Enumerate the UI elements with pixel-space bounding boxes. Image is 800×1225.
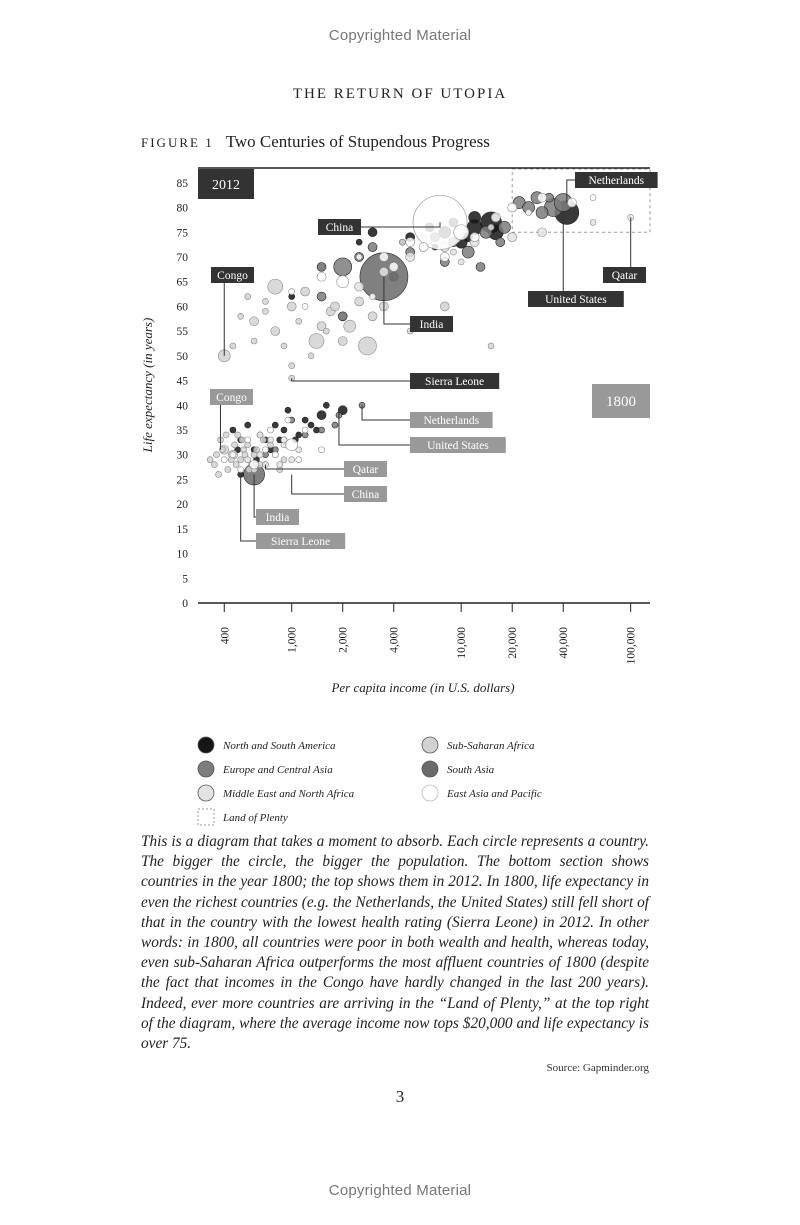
label-qatar-2012: Qatar bbox=[611, 270, 638, 282]
label-sierra-leone-2012: Sierra Leone bbox=[425, 376, 485, 388]
y-tick-label: 5 bbox=[182, 573, 188, 586]
page-number: 3 bbox=[395, 1087, 405, 1106]
source-note: Source: Gapminder.org bbox=[546, 1062, 649, 1074]
point-sub-saharan-africa-2012 bbox=[308, 353, 314, 359]
point-north-and-south-america-1800 bbox=[285, 407, 291, 413]
point-north-and-south-america-2012 bbox=[368, 228, 377, 237]
y-tick-label: 50 bbox=[176, 350, 188, 363]
legend-label-sub-saharan-africa: Sub-Saharan Africa bbox=[447, 740, 535, 752]
leader-netherlands-1800 bbox=[362, 405, 410, 420]
point-east-asia-and-pacific-1800 bbox=[285, 417, 291, 423]
point-sub-saharan-africa-1800 bbox=[213, 452, 219, 458]
point-east-asia-and-pacific-2012 bbox=[567, 198, 576, 207]
x-tick-label: 10,000 bbox=[456, 627, 469, 659]
point-sub-saharan-africa-2012 bbox=[268, 279, 283, 294]
label-india-1800: India bbox=[265, 512, 290, 524]
label-china-1800: China bbox=[351, 489, 380, 501]
point-middle-east-and-north-africa-1800 bbox=[245, 457, 251, 463]
point-east-asia-and-pacific-2012 bbox=[419, 243, 428, 252]
label-united-states-1800: United States bbox=[427, 440, 489, 452]
point-south-asia-2012 bbox=[317, 262, 326, 271]
point-middle-east-and-north-africa-1800 bbox=[289, 457, 295, 463]
point-east-asia-and-pacific-2012 bbox=[508, 203, 517, 212]
figure-title-text: Two Centuries of Stupendous Progress bbox=[225, 132, 490, 151]
point-sub-saharan-africa-2012 bbox=[287, 302, 296, 311]
label-congo-2012: Congo bbox=[217, 270, 248, 282]
legend-label-north-and-south-america: North and South America bbox=[223, 740, 336, 752]
axes bbox=[140, 168, 650, 695]
point-middle-east-and-north-africa-2012 bbox=[458, 259, 464, 265]
point-east-asia-and-pacific-1800 bbox=[302, 427, 308, 433]
point-east-asia-and-pacific-1800 bbox=[230, 452, 236, 458]
x-tick-label: 20,000 bbox=[507, 627, 520, 659]
label-sierra-leone-1800: Sierra Leone bbox=[271, 536, 331, 548]
point-east-asia-and-pacific-1800 bbox=[221, 457, 227, 463]
point-sub-saharan-africa-2012 bbox=[355, 297, 364, 306]
point-north-and-south-america-1800 bbox=[302, 417, 308, 423]
point-sub-saharan-africa-1800 bbox=[233, 462, 239, 468]
label-netherlands-2012: Netherlands bbox=[588, 175, 645, 187]
point-europe-and-central-asia-2012 bbox=[476, 262, 485, 271]
point-east-asia-and-pacific-2012 bbox=[356, 254, 362, 260]
point-east-asia-and-pacific-2012 bbox=[289, 289, 295, 295]
x-tick-label: 2,000 bbox=[337, 627, 350, 653]
point-middle-east-and-north-africa-2012 bbox=[590, 219, 596, 225]
point-europe-and-central-asia-1800 bbox=[332, 422, 338, 428]
point-sub-saharan-africa-2012 bbox=[262, 298, 268, 304]
point-sub-saharan-africa-2012 bbox=[323, 328, 329, 334]
point-sub-saharan-africa-2012 bbox=[262, 308, 268, 314]
point-middle-east-and-north-africa-2012 bbox=[450, 249, 456, 255]
y-tick-label: 30 bbox=[176, 449, 188, 462]
point-east-asia-and-pacific-2012 bbox=[526, 209, 532, 215]
point-sub-saharan-africa-2012 bbox=[344, 320, 356, 332]
point-middle-east-and-north-africa-2012 bbox=[406, 252, 415, 261]
label-united-states-2012: United States bbox=[545, 294, 607, 306]
leader-sierra-leone-2012 bbox=[292, 378, 410, 381]
legend-swatch-north-and-south-america bbox=[198, 737, 214, 753]
legend bbox=[198, 737, 542, 825]
y-tick-label: 55 bbox=[176, 326, 188, 339]
point-sub-saharan-africa-2012 bbox=[440, 302, 449, 311]
point-east-asia-and-pacific-2012 bbox=[590, 195, 596, 201]
y-tick-label: 40 bbox=[176, 400, 188, 413]
x-tick-label: 100,000 bbox=[625, 627, 638, 665]
point-north-and-south-america-1800 bbox=[281, 427, 287, 433]
point-north-and-south-america-1800 bbox=[272, 422, 278, 428]
point-middle-east-and-north-africa-2012 bbox=[508, 233, 517, 242]
point-north-and-south-america-1800 bbox=[230, 427, 236, 433]
label-netherlands-1800: Netherlands bbox=[423, 415, 480, 427]
point-sub-saharan-africa-2012 bbox=[245, 294, 251, 300]
point-east-asia-and-pacific-1800 bbox=[272, 452, 278, 458]
point-sub-saharan-africa-1800 bbox=[281, 457, 287, 463]
year-label-2012: 2012 bbox=[212, 178, 240, 193]
point-sub-saharan-africa-1800 bbox=[235, 432, 241, 438]
leader-china-1800 bbox=[292, 474, 344, 494]
point-sub-saharan-africa-1800 bbox=[239, 437, 245, 443]
point-sub-saharan-africa-2012 bbox=[309, 334, 324, 349]
point-middle-east-and-north-africa-2012 bbox=[488, 224, 494, 230]
legend-swatch-middle-east-and-north-africa bbox=[198, 785, 214, 801]
legend-label-east-asia-and-pacific: East Asia and Pacific bbox=[447, 788, 542, 800]
point-east-asia-and-pacific-1800 bbox=[286, 439, 298, 451]
point-sub-saharan-africa-2012 bbox=[250, 317, 259, 326]
point-europe-and-central-asia-2012 bbox=[498, 221, 510, 233]
point-sub-saharan-africa-1800 bbox=[223, 432, 229, 438]
point-middle-east-and-north-africa-1800 bbox=[268, 437, 274, 443]
point-europe-and-central-asia-1800 bbox=[319, 427, 325, 433]
y-tick-label: 75 bbox=[176, 227, 188, 240]
point-sub-saharan-africa-2012 bbox=[230, 343, 236, 349]
y-axis-title: Life expectancy (in years) bbox=[140, 317, 155, 453]
x-tick-label: 40,000 bbox=[558, 627, 571, 659]
y-tick-label: 65 bbox=[176, 276, 188, 289]
point-east-asia-and-pacific-1800 bbox=[245, 437, 251, 443]
y-tick-label: 80 bbox=[176, 202, 188, 215]
point-north-and-south-america-1800 bbox=[323, 402, 329, 408]
point-sub-saharan-africa-2012 bbox=[488, 343, 494, 349]
label-congo-1800: Congo bbox=[216, 392, 247, 404]
point-sub-saharan-africa-1800 bbox=[225, 467, 231, 473]
point-north-and-south-america-2012 bbox=[356, 239, 362, 245]
label-qatar-1800: Qatar bbox=[352, 464, 379, 476]
leader-united-states-1800 bbox=[339, 410, 410, 445]
watermark-top: Copyrighted Material bbox=[328, 27, 472, 44]
point-east-asia-and-pacific-2012 bbox=[389, 262, 398, 271]
point-north-and-south-america-2012 bbox=[469, 211, 481, 223]
point-sub-saharan-africa-1800 bbox=[211, 462, 217, 468]
point-europe-and-central-asia-2012 bbox=[536, 206, 548, 218]
y-tick-label: 35 bbox=[176, 424, 188, 437]
label-china-2012: China bbox=[325, 222, 354, 234]
point-east-asia-and-pacific-2012 bbox=[317, 272, 326, 281]
point-sub-saharan-africa-2012 bbox=[281, 343, 287, 349]
legend-swatch-sub-saharan-africa bbox=[422, 737, 438, 753]
legend-swatch-europe-and-central-asia bbox=[198, 761, 214, 777]
point-east-asia-and-pacific-2012 bbox=[406, 238, 415, 247]
y-tick-label: 70 bbox=[176, 251, 188, 264]
point-south-asia-2012 bbox=[338, 312, 347, 321]
point-east-asia-and-pacific-2012 bbox=[337, 276, 349, 288]
point-sub-saharan-africa-2012 bbox=[296, 318, 302, 324]
y-tick-label: 0 bbox=[182, 598, 188, 610]
watermark-bottom: Copyrighted Material bbox=[328, 1182, 472, 1199]
point-east-asia-and-pacific-2012 bbox=[538, 193, 547, 202]
point-sub-saharan-africa-2012 bbox=[271, 327, 280, 336]
point-sub-saharan-africa-2012 bbox=[301, 287, 310, 296]
point-europe-and-central-asia-2012 bbox=[317, 292, 326, 301]
y-tick-label: 85 bbox=[176, 177, 188, 190]
point-middle-east-and-north-africa-2012 bbox=[379, 267, 388, 276]
legend-label-middle-east-and-north-africa: Middle East and North Africa bbox=[223, 788, 355, 800]
point-sub-saharan-africa-2012 bbox=[251, 338, 257, 344]
point-north-and-south-america-1800 bbox=[308, 422, 314, 428]
legend-swatch-south-asia bbox=[422, 761, 438, 777]
legend-label-europe-and-central-asia: Europe and Central Asia bbox=[223, 764, 333, 776]
point-sub-saharan-africa-2012 bbox=[358, 337, 376, 355]
point-sub-saharan-africa-1800 bbox=[238, 457, 244, 463]
point-east-asia-and-pacific-2012 bbox=[302, 303, 308, 309]
point-east-asia-and-pacific-1800 bbox=[268, 427, 274, 433]
point-east-asia-and-pacific-2012 bbox=[440, 252, 449, 261]
point-europe-and-central-asia-2012 bbox=[334, 258, 352, 276]
y-tick-label: 45 bbox=[176, 375, 188, 388]
point-east-asia-and-pacific-1800 bbox=[262, 447, 268, 453]
x-axis-title: Per capita income (in U.S. dollars) bbox=[331, 680, 515, 695]
point-europe-and-central-asia-2012 bbox=[496, 238, 505, 247]
point-sub-saharan-africa-2012 bbox=[330, 302, 339, 311]
point-sub-saharan-africa-1800 bbox=[232, 442, 238, 448]
point-middle-east-and-north-africa-2012 bbox=[355, 282, 364, 291]
point-east-asia-and-pacific-1800 bbox=[238, 467, 244, 473]
point-sub-saharan-africa-1800 bbox=[207, 457, 213, 463]
point-east-asia-and-pacific-1800 bbox=[250, 460, 259, 469]
point-east-asia-and-pacific-2012 bbox=[454, 225, 469, 240]
point-east-asia-and-pacific-1800 bbox=[319, 447, 325, 453]
x-tick-label: 4,000 bbox=[388, 627, 401, 653]
legend-label-land-of-plenty: Land of Plenty bbox=[223, 812, 288, 824]
legend-swatch-land-of-plenty bbox=[198, 809, 214, 825]
point-sub-saharan-africa-1800 bbox=[216, 471, 222, 477]
point-middle-east-and-north-africa-2012 bbox=[399, 239, 405, 245]
point-middle-east-and-north-africa-1800 bbox=[277, 462, 283, 468]
point-sub-saharan-africa-2012 bbox=[338, 337, 347, 346]
x-tick-label: 400 bbox=[219, 627, 232, 645]
x-tick-label: 1,000 bbox=[286, 627, 299, 653]
y-tick-label: 10 bbox=[176, 548, 188, 561]
point-east-asia-and-pacific-1800 bbox=[257, 432, 263, 438]
y-tick-label: 25 bbox=[176, 474, 188, 487]
point-east-asia-and-pacific-2012 bbox=[470, 233, 479, 242]
y-tick-label: 20 bbox=[176, 499, 188, 512]
point-middle-east-and-north-africa-1800 bbox=[257, 452, 263, 458]
point-sub-saharan-africa-2012 bbox=[368, 312, 377, 321]
y-tick-label: 60 bbox=[176, 301, 188, 314]
point-sub-saharan-africa-2012 bbox=[289, 363, 295, 369]
y-tick-label: 15 bbox=[176, 523, 188, 536]
legend-swatch-east-asia-and-pacific bbox=[422, 785, 438, 801]
point-east-asia-and-pacific-2012 bbox=[491, 213, 500, 222]
point-north-and-south-america-1800 bbox=[317, 411, 326, 420]
running-head: THE RETURN OF UTOPIA bbox=[292, 86, 508, 102]
point-middle-east-and-north-africa-2012 bbox=[538, 228, 547, 237]
figure-caption: This is a diagram that takes a moment to absorb. Each circle represents a country. The bigger the circle, the bigger the population. The bottom section shows countries in the year 1800; the top shows them in 2012. In 1800, life expectancy in even the richest countries (e.g. the Netherlands, the United States) still fell short of that in the country with the lowest health rating (Sierra Leone) in 2012. In other words: in 1800, all countries were poor in both wealth and health, whereas today, even sub-Saharan Africa outperforms the most affluent countries of 1800 (despite the fact that incomes in the Congo have hardly changed in the last 200 years). Indeed, ever more countries are arriving in the “Land of Plenty,” at the top right of the diagram, where the average income now tops $20,000 and life expectancy is over 75. bbox=[141, 833, 649, 1053]
point-europe-and-central-asia-2012 bbox=[368, 243, 377, 252]
point-east-asia-and-pacific-2012 bbox=[370, 294, 376, 300]
point-east-asia-and-pacific-1800 bbox=[296, 457, 302, 463]
label-india-2012: India bbox=[419, 319, 444, 331]
point-sub-saharan-africa-2012 bbox=[238, 313, 244, 319]
point-east-asia-and-pacific-2012 bbox=[379, 252, 388, 261]
year-label-1800: 1800 bbox=[606, 394, 636, 410]
point-east-asia-and-pacific-1800 bbox=[281, 437, 287, 443]
legend-label-south-asia: South Asia bbox=[447, 764, 495, 776]
point-europe-and-central-asia-2012 bbox=[462, 246, 474, 258]
figure-number: FIGURE 1 bbox=[141, 135, 214, 150]
point-north-and-south-america-1800 bbox=[245, 422, 251, 428]
